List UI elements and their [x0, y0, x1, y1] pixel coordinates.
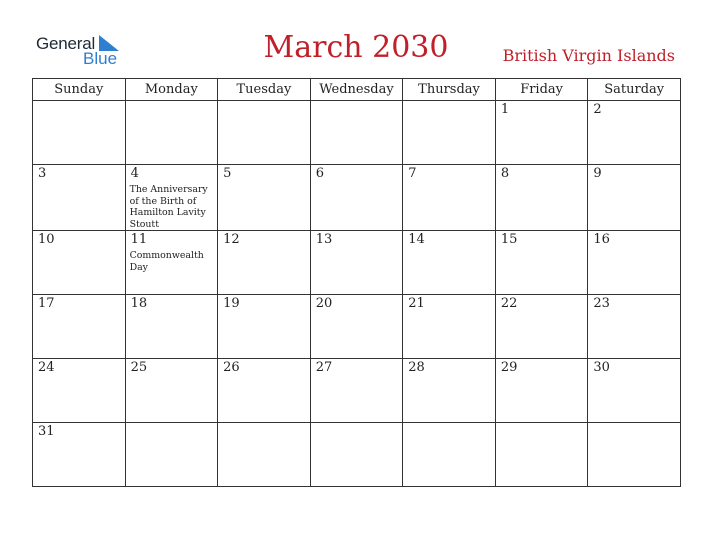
day-cell — [310, 101, 403, 165]
day-cell — [588, 423, 681, 487]
day-cell — [125, 165, 218, 231]
day-cell — [33, 423, 126, 487]
day-number: 10 — [38, 232, 55, 247]
day-number: 22 — [500, 296, 518, 311]
day-cell — [310, 423, 403, 487]
day-number: 29 — [500, 360, 518, 375]
day-number: 27 — [315, 360, 333, 375]
weekday-header: Monday — [125, 79, 218, 101]
calendar-grid — [32, 78, 681, 487]
calendar-region: British Virgin Islands — [502, 46, 675, 65]
day-number: 3 — [38, 166, 47, 181]
day-cell — [310, 359, 403, 423]
day-cell — [125, 295, 218, 359]
week-row — [33, 231, 681, 295]
day-cell — [495, 359, 588, 423]
day-cell — [125, 359, 218, 423]
day-cell — [403, 231, 496, 295]
weekday-header: Saturday — [588, 79, 681, 101]
day-number: 20 — [315, 296, 333, 311]
weekday-header: Tuesday — [218, 79, 311, 101]
day-cell — [33, 165, 126, 231]
day-cell — [310, 231, 403, 295]
week-row — [33, 295, 681, 359]
day-number: 28 — [408, 360, 425, 375]
day-cell — [403, 165, 496, 231]
day-cell — [218, 359, 311, 423]
day-number: 30 — [593, 360, 610, 375]
day-cell — [495, 165, 588, 231]
day-cell — [588, 359, 681, 423]
day-cell — [33, 359, 126, 423]
day-cell — [125, 101, 218, 165]
day-number: 6 — [315, 166, 324, 181]
day-cell — [495, 295, 588, 359]
day-number: 25 — [130, 360, 148, 375]
day-number: 31 — [38, 424, 55, 439]
day-number: 18 — [130, 296, 148, 311]
day-number: 16 — [593, 232, 610, 247]
day-cell — [125, 423, 218, 487]
day-cell — [403, 359, 496, 423]
day-cell — [218, 231, 311, 295]
weekday-header-row — [33, 79, 681, 101]
day-cell — [403, 101, 496, 165]
day-cell — [310, 165, 403, 231]
day-cell — [310, 295, 403, 359]
weekday-header: Sunday — [33, 79, 126, 101]
day-number: 12 — [223, 232, 240, 247]
day-number: 8 — [500, 166, 510, 181]
week-row — [33, 101, 681, 165]
day-cell — [33, 231, 126, 295]
day-cell — [33, 295, 126, 359]
day-cell — [33, 101, 126, 165]
day-number: 5 — [223, 166, 232, 181]
day-number: 2 — [593, 102, 602, 117]
day-number: 23 — [593, 296, 610, 311]
day-cell — [588, 231, 681, 295]
day-number: 4 — [130, 166, 139, 181]
day-cell — [218, 423, 311, 487]
day-cell — [218, 101, 311, 165]
day-cell — [125, 231, 218, 295]
weekday-header: Wednesday — [310, 79, 403, 101]
calendar-title: March 2030 — [263, 30, 449, 65]
day-number: 24 — [38, 360, 55, 375]
week-row — [33, 359, 681, 423]
week-row — [33, 423, 681, 487]
day-number: 7 — [408, 166, 417, 181]
day-number: 26 — [223, 360, 240, 375]
day-cell — [218, 165, 311, 231]
logo-text-general: General — [36, 34, 96, 53]
day-cell — [495, 423, 588, 487]
holiday-label: The Anniversary of the Birth of Hamilton Lavity Stoutt — [129, 184, 208, 230]
day-cell — [403, 295, 496, 359]
day-cell — [495, 101, 588, 165]
day-number: 9 — [593, 166, 602, 181]
day-cell — [403, 423, 496, 487]
weekday-header: Thursday — [403, 79, 496, 101]
day-number: 17 — [38, 296, 55, 311]
weekday-header: Friday — [495, 79, 588, 101]
logo-text-blue: Blue — [83, 49, 118, 68]
day-number: 14 — [408, 232, 425, 247]
day-number: 15 — [500, 232, 518, 247]
day-number: 13 — [315, 232, 333, 247]
day-number: 1 — [500, 102, 510, 117]
day-number: 19 — [223, 296, 240, 311]
week-row — [33, 165, 681, 231]
day-number: 11 — [130, 232, 148, 247]
day-cell — [588, 101, 681, 165]
day-cell — [588, 165, 681, 231]
holiday-label: Commonwealth Day — [129, 250, 204, 273]
day-cell — [495, 231, 588, 295]
day-cell — [588, 295, 681, 359]
day-number: 21 — [408, 296, 425, 311]
day-cell — [218, 295, 311, 359]
